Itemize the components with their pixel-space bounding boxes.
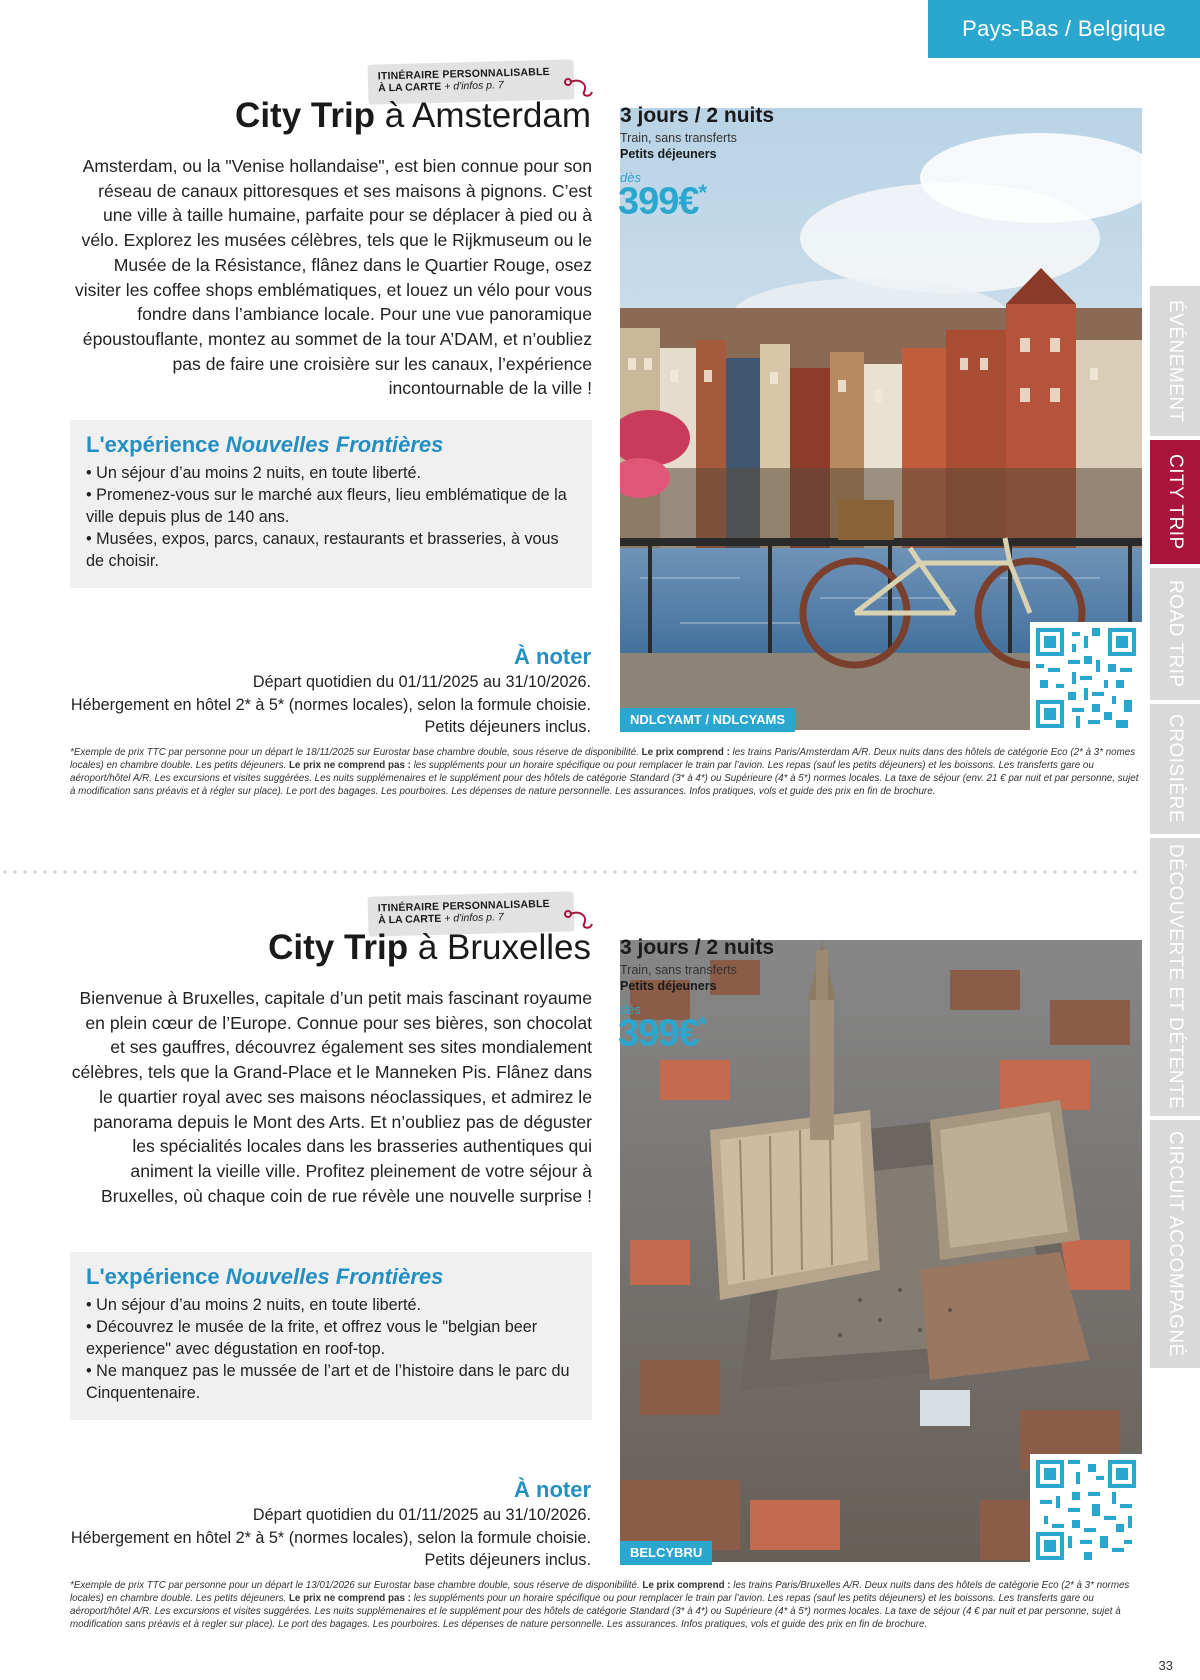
note-line: Petits déjeuners inclus. <box>424 1551 591 1570</box>
product-code-badge: NDLCYAMT / NDLCYAMS <box>620 708 795 732</box>
tag-line2-extra: + d'infos p. 7 <box>444 79 504 93</box>
price-value: 399€ <box>618 180 699 223</box>
side-tab-label: CITY TRIP <box>1165 454 1186 550</box>
footnote-b: les trains Paris/Bruxelles A/R. Deux nuits dans des hôtels de catégorie Eco (2* à 3* normes locales) en chambre double. Les petits déjeuners. <box>70 1580 1130 1604</box>
note-line: Départ quotidien du 01/11/2025 au 31/10/2026. <box>252 673 591 691</box>
side-tab-road-trip[interactable] <box>1150 568 1200 700</box>
side-tab-label: ÉVÉNEMENT <box>1165 299 1186 423</box>
experience-item: • Un séjour d’au moins 2 nuits, en toute liberté. <box>86 464 421 482</box>
price-value: 399€ <box>618 1012 699 1055</box>
price <box>618 180 706 224</box>
experience-box <box>70 420 592 588</box>
footnote-b: les trains Paris/Amsterdam A/R. Deux nuits dans des hôtels de catégorie Eco (2* à 3* nomes locales) en chambre double. Les petits déjeuners. <box>70 747 1136 771</box>
tag-line2-main: À LA CARTE <box>377 80 442 95</box>
side-tab-circuit[interactable] <box>1150 1120 1200 1368</box>
experience-title-a: L'expérience <box>86 432 226 457</box>
footnote-a: *Exemple de prix TTC par personne pour un départ le 18/11/2025 sur Eurostar base chambre double, sous réserve de disponibilité. <box>70 747 642 758</box>
side-tab-decouverte[interactable] <box>1150 838 1200 1116</box>
experience-item: • Musées, expos, parcs, canaux, restaurants et brasseries, à vous de choisir. <box>86 530 559 570</box>
meals-info: Petits déjeuners <box>620 979 717 993</box>
tag-line1: ITINÉRAIRE PERSONNALISABLE <box>377 65 550 83</box>
qr-code-icon <box>1036 628 1136 728</box>
experience-title-b: Nouvelles Frontières <box>225 1264 444 1289</box>
side-tab-croisiere[interactable] <box>1150 704 1200 834</box>
meals-info: Petits déjeuners <box>620 147 717 161</box>
footnote-label-included: Le prix comprend : <box>642 1580 731 1591</box>
side-tab-city-trip[interactable] <box>1150 440 1200 564</box>
footnote-c: les suppléments pour un horaire spécifique ou pour remplacer le train par l’avion. Les repas (sauf les petits déjeuners) et les boissons. Les transferts gare ou aéroport/hôtel A/R. Les excursions et visites suggérées. Les nuits supplémenaires et le supplément pour des hôtels de catégorie Standard (3* à 4*) ou Supérieure (4* à 5*) normes locales. La taxe de séjour (env. 21 € par nuit et par personne, sujet à modification sans préavis et à régler sur place). Le port des bagages. Les pourboires. Les dépenses de nature personnelle. Les assurances. Infos pratiques, vols et guide des prix en fin de brochure. <box>70 760 1139 797</box>
price-asterisk: * <box>698 180 707 205</box>
experience-item: • Ne manquez pas le mussée de l’art et de l’histoire dans le parc du Cinquentenaire. <box>86 1362 570 1402</box>
footnote-label-excluded: Le prix ne comprend pas : <box>288 1593 411 1604</box>
duration: 3 jours / 2 nuits <box>620 936 775 959</box>
section-divider <box>0 870 1142 874</box>
title-bold: City Trip <box>235 96 376 135</box>
note-title: À noter <box>514 1477 591 1502</box>
note-line: Petits déjeuners inclus. <box>424 718 591 737</box>
transport-info: Train, sans transferts <box>620 963 737 977</box>
duration: 3 jours / 2 nuits <box>620 104 775 127</box>
title-rest: à Amsterdam <box>375 96 591 135</box>
side-tab-label: CROISIÈRE <box>1165 714 1186 824</box>
product-code-badge: BELCYBRU <box>620 1541 712 1565</box>
price <box>618 1012 706 1056</box>
tag-line2-main: À LA CARTE <box>377 912 442 927</box>
footnote-c: les suppléments pour un horaire spécifique ou pour remplacer le train par l’avion. Les repas (sauf les petits déjeuners) et les boissons. Les transferts gare ou aéroport/hôtel A/R. Les excursions et visites suggérées. Les nuits supplémenaires et le supplément pour des hôtels de catégorie Standard (3* à 4*) ou Supérieure (4* à 5*) normes locales. La taxe de séjour (4 € par nuit et par personne, sujet à modification sans préavis et à regler sur place). Le port des bagages. Les pourboires. Les dépenses de nature personnelle. Les assurances. Infos pratiques, vols et guide des prix en fin de brochure. <box>70 1593 1121 1630</box>
side-tab-label: DÉCOUVERTE ET DÉTENTE <box>1165 844 1186 1110</box>
region-tab: Pays-Bas / Belgique <box>928 0 1200 58</box>
experience-title <box>86 1264 576 1290</box>
experience-item: • Promenez-vous sur le marché aux fleurs, lieu emblématique de la ville depuis plus de 140 ans. <box>86 486 567 526</box>
price-from-label: dès <box>620 170 641 185</box>
page-number: 33 <box>1158 1658 1173 1673</box>
footnote-a: *Exemple de prix TTC par personne pour un départ le 13/01/2026 sur Eurostar base chambre double, sous réserve de disponibilité. <box>70 1580 643 1591</box>
transport-info: Train, sans transferts <box>620 131 737 145</box>
qr-code[interactable] <box>1030 1454 1142 1566</box>
trip-intro: Amsterdam, ou la "Venise hollandaise", est bien connue pour son réseau de canaux pittoresques et ses maisons à pignons. C’est une ville à taille humaine, parfaite pour se déplacer à pied ou à vélo. Explorez les musées célèbres, tels que le Rijkmuseum ou le Musée de la Résistance, flânez dans le Quartier Rouge, osez visiter les coffee shops emblématiques, et louez un vélo pour vous fondre dans l’ambiance locale. Pour une vue panoramique époustouflante, montez au sommet de la tour A’DAM, et n’oubliez pas de faire une croisière sur les canaux, l’expérience incontournable de la ville ! <box>74 156 592 399</box>
footnote <box>70 746 1142 798</box>
trip-title <box>235 96 591 136</box>
note-line: Départ quotidien du 01/11/2025 au 31/10/2026. <box>252 1506 591 1524</box>
note-lines <box>71 671 591 739</box>
experience-title <box>86 432 576 458</box>
note-line: Hébergement en hôtel 2* à 5* (normes locales), selon la formule choisie. <box>70 1528 591 1547</box>
note-lines <box>71 1504 591 1572</box>
footnote-label-included: Le prix comprend : <box>641 747 730 758</box>
side-tab-label: ROAD TRIP <box>1165 580 1186 688</box>
footnote <box>70 1579 1142 1631</box>
price-from-label: dès <box>620 1002 641 1017</box>
tag-line1: ITINÉRAIRE PERSONNALISABLE <box>377 897 550 915</box>
side-tab-label: CIRCUIT ACCOMPAGNÉ <box>1165 1131 1186 1357</box>
experience-title-b: Nouvelles Frontières <box>225 432 444 457</box>
tag-line2-extra: + d'infos p. 7 <box>444 911 504 925</box>
title-rest: à Bruxelles <box>408 928 591 967</box>
note-line: Hébergement en hôtel 2* à 5* (normes locales), selon la formule choisie. <box>70 695 591 714</box>
qr-code-icon <box>1036 1460 1136 1560</box>
trip-intro: Bienvenue à Bruxelles, capitale d’un petit mais fascinant royaume en plein cœur de l’Europe. Connue pour ses bières, son chocolat et ses gauffres, découvrez également ses sites mondialement célèbres, tels que la Grand-Place et le Manneken Pis. Flânez dans le quartier royal avec ses maisons néoclassiques, et admirez le panorama depuis le Mont des Arts. Et n’oubliez pas de déguster les spécialités locales dans les brasseries authentiques qui animent la vieille ville. Profitez pleinement de votre séjour à Bruxelles, où chaque coin de rue révèle une nouvelle surprise ! <box>71 988 592 1206</box>
qr-code[interactable] <box>1030 622 1142 734</box>
experience-item: • Un séjour d’au moins 2 nuits, en toute liberté. <box>86 1296 421 1314</box>
note-title: À noter <box>514 644 591 669</box>
trip-title <box>268 928 591 968</box>
experience-title-a: L'expérience <box>86 1264 226 1289</box>
side-tab-evenement[interactable] <box>1150 286 1200 436</box>
footnote-label-excluded: Le prix ne comprend pas : <box>288 760 411 771</box>
price-asterisk: * <box>698 1012 707 1037</box>
title-bold: City Trip <box>268 928 409 967</box>
experience-box <box>70 1252 592 1420</box>
experience-item: • Découvrez le musée de la frite, et offrez vous le "belgian beer experience" avec dégustation en roof-top. <box>86 1318 538 1358</box>
